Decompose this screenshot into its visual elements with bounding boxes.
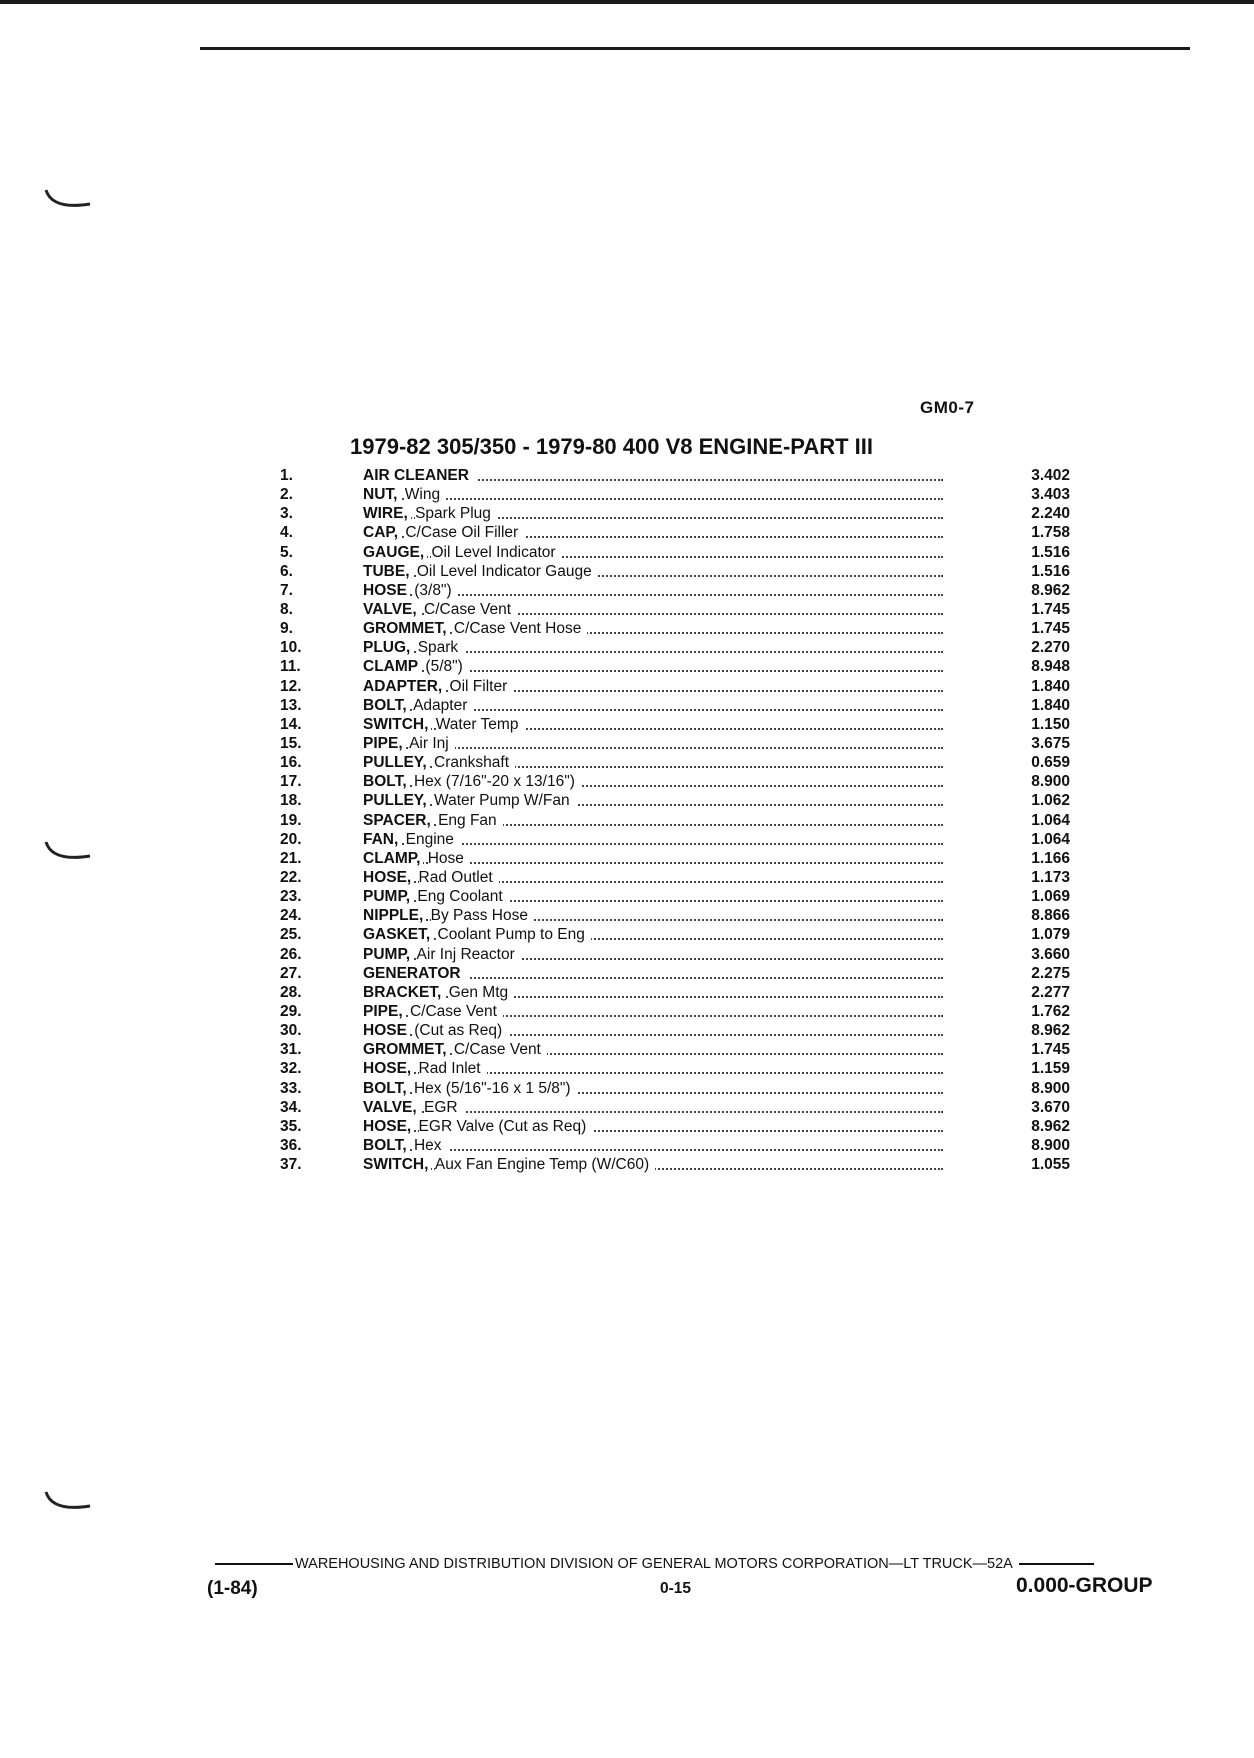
group-number: 1.064	[1031, 811, 1070, 829]
group-number: 1.062	[1031, 792, 1070, 810]
group-number: 3.670	[1031, 1098, 1070, 1116]
part-name: SWITCH,	[363, 716, 431, 733]
binder-hole-mark-top	[44, 188, 92, 214]
list-item	[280, 849, 1080, 868]
part-number: 3.	[280, 505, 293, 523]
list-item	[280, 638, 1080, 657]
part-description	[363, 638, 943, 657]
part-detail: C/Case Oil Filler	[405, 524, 524, 541]
part-detail: Gen Mtg	[449, 984, 514, 1001]
part-name: NUT,	[363, 486, 400, 503]
part-name: HOSE,	[363, 1060, 414, 1077]
list-item	[280, 523, 1080, 542]
part-number: 4.	[280, 524, 293, 542]
part-description	[363, 543, 943, 562]
list-item	[280, 753, 1080, 772]
list-item	[280, 925, 1080, 944]
part-description	[363, 964, 943, 983]
part-number: 8.	[280, 600, 293, 618]
group-number: 1.745	[1031, 1041, 1070, 1059]
part-description	[363, 734, 943, 753]
part-number: 20.	[280, 830, 302, 848]
part-number: 19.	[280, 811, 302, 829]
part-detail: (5/8")	[425, 658, 468, 675]
part-name: HOSE	[363, 1022, 410, 1039]
part-description	[363, 562, 943, 581]
part-detail: Rad Inlet	[419, 1060, 487, 1077]
part-name: AIR CLEANER	[363, 467, 472, 484]
part-detail: C/Case Vent	[454, 1041, 547, 1058]
list-item	[280, 600, 1080, 619]
group-number: 3.402	[1031, 467, 1070, 484]
group-number: 1.840	[1031, 677, 1070, 695]
list-item	[280, 887, 1080, 906]
part-description	[363, 657, 943, 676]
part-name: NIPPLE,	[363, 907, 426, 924]
part-number: 36.	[280, 1136, 302, 1154]
part-name: PULLEY,	[363, 754, 430, 771]
part-number: 31.	[280, 1041, 302, 1059]
list-item	[280, 657, 1080, 676]
part-detail: EGR Valve (Cut as Req)	[419, 1118, 593, 1135]
list-item	[280, 811, 1080, 830]
part-detail: Wing	[405, 486, 446, 503]
group-number: 1.150	[1031, 715, 1070, 733]
group-number: 1.159	[1031, 1060, 1070, 1078]
part-number: 16.	[280, 754, 302, 772]
group-number: 8.962	[1031, 581, 1070, 599]
group-number: 8.962	[1031, 1022, 1070, 1040]
list-item	[280, 504, 1080, 523]
part-name: BRACKET,	[363, 984, 444, 1001]
part-number: 13.	[280, 696, 302, 714]
group-number: 8.900	[1031, 1136, 1070, 1154]
part-name: BOLT,	[363, 1080, 410, 1097]
part-detail	[472, 467, 478, 484]
group-number: 2.240	[1031, 505, 1070, 523]
part-name: CAP,	[363, 524, 401, 541]
part-name: CLAMP,	[363, 850, 423, 867]
part-number: 7.	[280, 581, 293, 599]
part-detail: Hex (5/16"-16 x 1 5/8")	[414, 1080, 577, 1097]
part-description	[363, 485, 943, 504]
list-item	[280, 772, 1080, 791]
group-number: 8.900	[1031, 1079, 1070, 1097]
part-number: 35.	[280, 1117, 302, 1135]
part-detail: Aux Fan Engine Temp (W/C60)	[435, 1156, 655, 1173]
group-number: 1.173	[1031, 868, 1070, 886]
group-number: 2.277	[1031, 983, 1070, 1001]
group-number: 8.962	[1031, 1117, 1070, 1135]
group-number: 1.516	[1031, 562, 1070, 580]
part-number: 22.	[280, 868, 302, 886]
part-detail: Hex (7/16"-20 x 13/16")	[414, 773, 581, 790]
list-item	[280, 543, 1080, 562]
list-item	[280, 734, 1080, 753]
group-number: 1.055	[1031, 1156, 1070, 1174]
part-name: HOSE,	[363, 1118, 414, 1135]
part-description	[363, 504, 943, 523]
part-number: 24.	[280, 907, 302, 925]
list-item	[280, 677, 1080, 696]
list-item	[280, 696, 1080, 715]
part-detail: Hose	[428, 850, 470, 867]
binder-hole-mark-middle	[44, 840, 92, 866]
part-number: 21.	[280, 849, 302, 867]
part-number: 29.	[280, 1002, 302, 1020]
part-detail: Eng Fan	[438, 812, 503, 829]
part-detail: Oil Level Indicator	[431, 544, 561, 561]
part-number: 33.	[280, 1079, 302, 1097]
part-detail: (3/8")	[414, 582, 457, 599]
list-item	[280, 1098, 1080, 1117]
part-description	[363, 1098, 943, 1117]
part-detail: Water Temp	[436, 716, 525, 733]
part-name: PUMP,	[363, 946, 413, 963]
part-number: 11.	[280, 658, 301, 676]
group-number: 0.659	[1031, 754, 1070, 772]
part-description	[363, 600, 943, 619]
part-detail: Adapter	[413, 697, 473, 714]
list-item	[280, 1117, 1080, 1136]
part-detail: Spark Plug	[415, 505, 497, 522]
part-description	[363, 868, 943, 887]
part-detail: By Pass Hose	[431, 907, 534, 924]
dot-leader	[363, 1149, 943, 1151]
part-name: TUBE,	[363, 563, 413, 580]
dot-leader	[363, 498, 943, 500]
part-name: GASKET,	[363, 926, 433, 943]
part-number: 1.	[280, 467, 293, 484]
part-detail: Hex	[414, 1137, 448, 1154]
part-description	[363, 945, 943, 964]
dot-leader	[363, 1053, 943, 1055]
page-code: GM0-7	[920, 398, 975, 417]
part-name: BOLT,	[363, 773, 410, 790]
list-item	[280, 868, 1080, 887]
group-number: 1.758	[1031, 524, 1070, 542]
part-description	[363, 849, 943, 868]
part-description	[363, 811, 943, 830]
list-item	[280, 466, 1080, 485]
part-description	[363, 925, 943, 944]
list-item	[280, 1059, 1080, 1078]
part-number: 28.	[280, 983, 302, 1001]
part-name: PULLEY,	[363, 792, 430, 809]
list-item	[280, 945, 1080, 964]
page-title: 1979-82 305/350 - 1979-80 400 V8 ENGINE-PART III	[350, 434, 873, 459]
list-item	[280, 715, 1080, 734]
part-name: GAUGE,	[363, 544, 427, 561]
revision-date: (1-84)	[207, 1578, 258, 1599]
header-rule	[200, 47, 1190, 50]
part-name: VALVE,	[363, 601, 420, 618]
part-name: HOSE	[363, 582, 410, 599]
part-detail: Oil Filter	[450, 678, 514, 695]
part-detail: C/Case Vent Hose	[454, 620, 588, 637]
part-detail: C/Case Vent	[424, 601, 517, 618]
part-detail: Engine	[406, 831, 460, 848]
part-description	[363, 1079, 943, 1098]
group-number: 1.840	[1031, 696, 1070, 714]
binder-hole-mark-bottom	[44, 1490, 92, 1516]
parts-list	[280, 466, 1080, 1174]
part-description	[363, 887, 943, 906]
part-detail: Spark	[418, 639, 465, 656]
part-number: 32.	[280, 1060, 302, 1078]
part-number: 18.	[280, 792, 302, 810]
publisher-line-right-dash	[1019, 1563, 1094, 1565]
part-description	[363, 906, 943, 925]
page-number: 0-15	[660, 1580, 692, 1597]
group-number: 1.762	[1031, 1002, 1070, 1020]
publisher-line-left-dash	[215, 1563, 293, 1565]
publisher-line	[215, 1556, 1170, 1572]
part-detail: C/Case Vent	[410, 1003, 503, 1020]
list-item	[280, 791, 1080, 810]
part-number: 30.	[280, 1022, 302, 1040]
part-number: 2.	[280, 486, 293, 504]
part-detail: Coolant Pump to Eng	[438, 926, 591, 943]
publisher-text: WAREHOUSING AND DISTRIBUTION DIVISION OF GENERAL MOTORS CORPORATION—LT TRUCK—52A	[295, 1556, 1013, 1572]
part-number: 17.	[280, 773, 302, 791]
part-detail: (Cut as Req)	[414, 1022, 508, 1039]
part-description	[363, 1002, 943, 1021]
part-name: GENERATOR	[363, 965, 464, 982]
part-name: PIPE,	[363, 1003, 406, 1020]
list-item	[280, 485, 1080, 504]
part-description	[363, 753, 943, 772]
part-name: BOLT,	[363, 1137, 410, 1154]
group-number: 1.745	[1031, 600, 1070, 618]
part-name: FAN,	[363, 831, 401, 848]
part-name: GROMMET,	[363, 1041, 450, 1058]
part-description	[363, 791, 943, 810]
part-description	[363, 523, 943, 542]
part-detail: Air Inj Reactor	[417, 946, 521, 963]
list-item	[280, 581, 1080, 600]
part-number: 23.	[280, 888, 302, 906]
group-number: 8.866	[1031, 907, 1070, 925]
part-name: HOSE,	[363, 869, 414, 886]
part-description	[363, 830, 943, 849]
part-detail: Air Inj	[409, 735, 455, 752]
group-number: 1.166	[1031, 849, 1070, 867]
part-number: 15.	[280, 734, 302, 752]
group-number: 1.079	[1031, 926, 1070, 944]
group-label: 0.000-GROUP	[1016, 1574, 1153, 1597]
list-item	[280, 1021, 1080, 1040]
part-name: PIPE,	[363, 735, 406, 752]
group-number: 1.745	[1031, 620, 1070, 638]
group-number: 2.270	[1031, 639, 1070, 657]
group-number: 2.275	[1031, 964, 1070, 982]
group-number: 3.660	[1031, 945, 1070, 963]
group-number: 8.900	[1031, 773, 1070, 791]
group-number: 3.403	[1031, 486, 1070, 504]
part-name: PUMP,	[363, 888, 413, 905]
part-description	[363, 619, 943, 638]
part-number: 9.	[280, 620, 293, 638]
part-detail: Water Pump W/Fan	[434, 792, 576, 809]
part-number: 12.	[280, 677, 302, 695]
list-item	[280, 562, 1080, 581]
part-description	[363, 715, 943, 734]
list-item	[280, 1079, 1080, 1098]
list-item	[280, 983, 1080, 1002]
part-name: VALVE,	[363, 1099, 420, 1116]
list-item	[280, 1136, 1080, 1155]
part-description	[363, 466, 943, 485]
part-detail: Oil Level Indicator Gauge	[417, 563, 598, 580]
list-item	[280, 906, 1080, 925]
part-detail: Rad Outlet	[419, 869, 499, 886]
part-description	[363, 581, 943, 600]
group-number: 1.069	[1031, 888, 1070, 906]
group-number: 3.675	[1031, 734, 1070, 752]
part-description	[363, 772, 943, 791]
group-number: 1.064	[1031, 830, 1070, 848]
part-name: PLUG,	[363, 639, 413, 656]
top-edge-rule	[0, 0, 1254, 4]
part-description	[363, 696, 943, 715]
part-description	[363, 1059, 943, 1078]
part-name: CLAMP	[363, 658, 421, 675]
part-detail	[464, 965, 470, 982]
part-number: 25.	[280, 926, 302, 944]
group-number: 8.948	[1031, 658, 1070, 676]
part-detail: Crankshaft	[434, 754, 515, 771]
part-name: WIRE,	[363, 505, 411, 522]
part-detail: Eng Coolant	[417, 888, 508, 905]
part-description	[363, 1117, 943, 1136]
list-item	[280, 1002, 1080, 1021]
part-name: SWITCH,	[363, 1156, 431, 1173]
part-number: 5.	[280, 543, 293, 561]
list-item	[280, 619, 1080, 638]
list-item	[280, 1040, 1080, 1059]
list-item	[280, 830, 1080, 849]
part-number: 37.	[280, 1156, 302, 1174]
part-name: BOLT,	[363, 697, 410, 714]
part-description	[363, 1021, 943, 1040]
dot-leader	[363, 632, 943, 634]
part-number: 10.	[280, 639, 302, 657]
part-name: SPACER,	[363, 812, 434, 829]
part-description	[363, 1155, 943, 1174]
part-description	[363, 677, 943, 696]
part-number: 27.	[280, 964, 302, 982]
part-description	[363, 1040, 943, 1059]
part-number: 26.	[280, 945, 302, 963]
part-number: 34.	[280, 1098, 302, 1116]
part-number: 6.	[280, 562, 293, 580]
list-item	[280, 1155, 1080, 1174]
list-item	[280, 964, 1080, 983]
part-name: ADAPTER,	[363, 678, 445, 695]
part-name: GROMMET,	[363, 620, 450, 637]
part-description	[363, 983, 943, 1002]
group-number: 1.516	[1031, 543, 1070, 561]
part-description	[363, 1136, 943, 1155]
part-detail: EGR	[424, 1099, 464, 1116]
part-number: 14.	[280, 715, 302, 733]
